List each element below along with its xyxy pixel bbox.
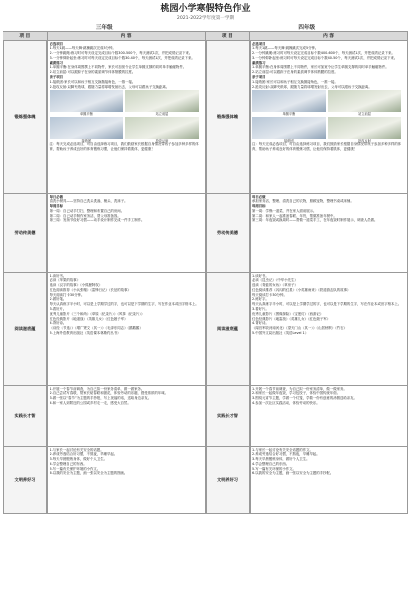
- exercise-photo: [50, 90, 124, 116]
- left-content-line: 4.和一家人到附近的公园或乡村走一走，感受大自然。: [49, 400, 131, 405]
- right-content-line: 选读《青蛙的女孩》《草房子》: [252, 283, 298, 288]
- right-content-line: 亲子项目: [252, 75, 266, 80]
- photo-caption: 抢攻反射: [155, 138, 169, 143]
- left-content-line: 4.学会整理自己的东西。: [49, 461, 87, 466]
- left-content-line: 第一周：自己动手打扫，整理和布置自己的房间。: [49, 208, 125, 213]
- left-content-line: 每日必做: [49, 194, 64, 199]
- right-content-line: 第三周：年夜饭或换周时——帮做一道菜手工，在年夜饭时制作展示，调查人员做。: [252, 218, 378, 223]
- right-content: [250, 273, 409, 385]
- left-note: 注：每天完成必选项目，可自由选择练习项目，我们鼓励家长根据自身情况带孩子参加多种多样的体育，帮助孩子养成良好的体育锻炼习惯，让他们保持着肌体，更健康！: [49, 142, 199, 152]
- left-content-line: 3.一分钟仰卧起坐:练习时可每天设定完成目标个数30-40个，每天测试1次，并把成绩记录下来。: [49, 55, 195, 60]
- left-content-line: 3.做一张以“春节”为主题的手抄报，写上祝福的话，送给身边亲友。: [49, 396, 152, 401]
- right-content-line: 每日必做: [252, 194, 266, 199]
- left-content-line: 红色阅读推荐《小兵张嘎》《雷锋日记》《长征的故事》: [49, 287, 131, 292]
- left-content: [47, 273, 206, 385]
- right-content-line: 每周目标: [252, 204, 266, 209]
- left-content-line: 4.背好诗。: [49, 321, 67, 326]
- left-category: 阅读滋底蕴: [3, 273, 47, 385]
- right-content-line: 2.抢攻反射:双脚夹纸球，跟随力量将球增发射出去，父母可以跟孩子交换距离。: [252, 84, 372, 89]
- left-content-line: 1.每天1跳——每天舞·跳操跳次完成5分钟。: [49, 46, 116, 51]
- left-content: [47, 447, 206, 513]
- right-content-line: 1.开展一个春节前调查，为自己拟一份家务清单，做一做家务。: [252, 386, 347, 391]
- right-content-line: 2.练好字。: [252, 297, 269, 302]
- right-content-line: 红色经典影片《地雷战》《英雄儿女》《红色娘子军》: [252, 316, 330, 321]
- left-content-line: 每天认真练字半小时，可以是上学期学过的字，也可以是下学期的生字，写在作业本或田字格本上。: [49, 302, 199, 307]
- photo-caption: 抢攻反射: [358, 138, 371, 143]
- right-content-line: 每天认真练字半小时，可以是上学期学过的字，也可以是下学期的生字，写在作业本或田字格本上。: [252, 302, 402, 307]
- right-content-line: 1.读好书。: [252, 273, 269, 278]
- photo-caption: 单腿平衡: [282, 111, 296, 116]
- right-content-line: 2.一分钟跳绳:练习时可每天设定完成目标个数400-600个，每天测试1次，并把成绩记录下来。: [252, 51, 395, 56]
- right-content-line: 2.站立前屈:可以跟踪子在身的素质调节体体筋膜的拉度。: [252, 70, 338, 75]
- left-content-line: 5.上海外语教育出版社《英语课本林斯约丛书》: [49, 331, 121, 336]
- left-content-line: 2.站立前屈:可以跟踪子在身的素质调节体体筋膜的拉度。: [49, 70, 136, 75]
- right-content-line: 4.学会整理自己的东西。: [252, 461, 290, 466]
- left-content-line: 1.与家长一起讨论有关安全的话题。: [49, 447, 104, 452]
- right-content-line: 1.接纸团:家长可以和孩子相互交换抛接角色，一推一接。: [252, 79, 338, 84]
- left-content-line: 6.以我的安全为主题，画一张以安全为主题的图画。: [49, 471, 128, 476]
- col-item-header: 项 目: [3, 32, 48, 40]
- left-content-line: 1.接纸团:家长可以和孩子相互交换抛接角色，一推一接。: [49, 79, 136, 84]
- left-content-line: 3.每天早晨锻炼身体，做好个人卫生。: [49, 457, 107, 462]
- right-category: 劳动传美德: [206, 194, 250, 272]
- right-content-line: 3.看好片。: [252, 307, 269, 312]
- left-content-line: 2.养成劳逸结合好习惯，不熬夜，早睡早起。: [49, 452, 118, 457]
- right-content: [250, 447, 409, 513]
- right-content-line: 1.单腿平衡:在身体周围摆上不同物件，家长可加宽令让学生单腿支撑的同时单手触碰物件。: [252, 65, 389, 70]
- col-item-header-right: 项 目: [206, 32, 251, 40]
- exercise-photo: [328, 90, 402, 116]
- column-header-row: [3, 31, 408, 40]
- left-content-line: 2.一分钟跳绳:练习时可每天设定完成目标个数300-500个，每天测试1次，并把成绩记录下来。: [49, 51, 193, 56]
- left-category: 劳动传美德: [3, 194, 47, 272]
- page-subtitle: 2021-2022学年度第一学期: [176, 16, 235, 21]
- left-grade-header: 三年级: [95, 24, 113, 31]
- right-content-line: 4.参加一次社区实践活动，体验劳动的快乐。: [252, 400, 320, 405]
- table-row: [3, 272, 408, 385]
- right-content-line: 2.养成劳逸结合好习惯，不熬夜，早睡早起。: [252, 452, 320, 457]
- exercise-photo: [328, 117, 402, 143]
- left-content-line: 优秀儿童影片《三个和尚》《草原（纪录片）》《风筝（纪录片）》: [49, 311, 145, 316]
- left-content-line: 必选项目: [49, 41, 64, 46]
- exercise-photo: [125, 90, 199, 116]
- right-content-line: 必读《昆虫记》《中华小先生》: [252, 278, 298, 283]
- left-content-line: 必读《苹果的故事》: [49, 278, 81, 283]
- left-content-line: 1.单腿平衡:在身体周围摆上不同物件，家长可加宽令让学生单腿支撑的同时单手触碰物件。: [49, 65, 187, 70]
- right-content-line: 3.一分钟仰卧起坐:练习时可每天设定完成目标个数40-50个，每天测试1次，并把成绩记录下来。: [252, 55, 398, 60]
- left-content: [47, 386, 206, 446]
- left-content-line: 每天阅读打卡30分钟。: [49, 292, 85, 297]
- right-content-line: 承担家务活，整理、清洗自己的衣物，照顾宠物，整理书桌或床铺。: [252, 199, 354, 204]
- left-photo-group: [50, 90, 204, 143]
- right-content-line: 每天阅读打卡30分钟。: [252, 292, 287, 297]
- col-content-header-right: 内 容: [250, 32, 408, 40]
- photo-caption: 接纸团: [81, 138, 92, 143]
- col-content-header: 内 容: [48, 32, 206, 40]
- photo-caption: 站立前屈: [155, 111, 169, 116]
- left-content-line: 选读《汉字的故事》《小狐狸阿权》: [49, 283, 103, 288]
- left-content-line: 5.写一篇有关保护环境的小作文。: [49, 466, 101, 471]
- left-content-line: 素质练习: [49, 60, 64, 65]
- left-category: 实践长才智: [3, 386, 47, 446]
- left-content-line: 2.抢攻反射:双脚夹纸球，跟随力量将球增发射出去，父母可以跟孩子交换距离。: [49, 84, 170, 89]
- right-content-line: 必选项目: [252, 41, 266, 46]
- right-category: 阅读滋底蕴: [206, 273, 250, 385]
- left-content-line: 1.读好书。: [49, 273, 67, 278]
- exercise-photo: [50, 117, 124, 143]
- left-content-line: 1.开展一个春节前调查，为自己拟一份家务清单，做一做家务。: [49, 386, 145, 391]
- right-content-line: 第二周：和家人一起准备春联、年货，帮做准备年餐中。: [252, 213, 337, 218]
- right-content-line: 《闻官军收河南河北》《望天门山（其一）》《山居秋暝》《竹石》: [252, 326, 347, 331]
- left-content-line: 2.自己尝试写春联，帮家长贴春联和窗花，体验劳动的乐趣，感受浓浓的年味。: [49, 391, 169, 396]
- left-content-line: 2.做好笔。: [49, 297, 67, 302]
- exercise-photo: [252, 90, 326, 116]
- right-content-line: 2.和家长一起做年夜饭，学习包饺子，体验中国传统年俗。: [252, 391, 340, 396]
- photo-caption: 接纸团: [284, 138, 294, 143]
- left-content-line: 3.看好片。: [49, 307, 67, 312]
- photo-caption: 站立前屈: [358, 111, 371, 116]
- right-category: 锻炼强体魄: [206, 41, 250, 193]
- left-content-line: 第二周：自己动手制作家务活，帮父母准备饭。: [49, 213, 121, 218]
- right-note: 注：每天完成必选项目，可自由选择练习项目，我们鼓励家长根据自身情况带孩子参加多种多样的体育，帮助孩子养成良好的体育锻炼习惯，让他们保持着肌体，更健康！: [252, 142, 402, 152]
- right-content: [250, 41, 409, 193]
- right-photo-group: [252, 90, 406, 143]
- right-grade-header: 四年级: [298, 24, 316, 31]
- right-content-line: 1.每天1跳——每天舞·跳操跳次完成5分钟。: [252, 46, 319, 51]
- right-content: [250, 386, 409, 446]
- right-content-line: 素质练习: [252, 60, 266, 65]
- left-content-line: 清洗小餐具——坚持自己洗头洗澡、梳头、洗袜子。: [49, 199, 128, 204]
- right-category: 实践长才智: [206, 386, 250, 446]
- right-content-line: 5.中国外文局出版社《英语Level 1》: [252, 331, 309, 336]
- right-content-line: 6.以我的安全为主题，画一张以安全为主题的手抄报。: [252, 471, 334, 476]
- exercise-photo: [125, 117, 199, 143]
- right-content-line: 3.每天早晨锻炼身体，做好个人卫生。: [252, 457, 310, 462]
- homework-table: [3, 22, 408, 514]
- right-content-line: 3.围绕元宵节主题，学做一个灯笼，学做一份有创意的汤圆送给亲友。: [252, 396, 357, 401]
- left-category: 文明养好习: [3, 447, 47, 513]
- left-content-line: 每周目标: [49, 204, 64, 209]
- photo-caption: 单腿平衡: [79, 111, 93, 116]
- right-content-line: 5.写一篇有关环保的小作文。: [252, 466, 296, 471]
- right-content-line: 4.背好诗。: [252, 321, 269, 326]
- left-content-line: 亲子项目: [49, 75, 64, 80]
- table-row: [3, 385, 408, 446]
- left-content-line: 红色经典影片《地道战》《英雄儿女》《红色娘子军》: [49, 316, 128, 321]
- right-content-line: 1.与家长一起讨论有关安全话题的作文。: [252, 447, 313, 452]
- table-row: [3, 446, 408, 514]
- table-row: [3, 40, 408, 193]
- right-content-line: 优秀儿童影片《图像探险》《宝莲灯》《西游记》: [252, 311, 324, 316]
- right-category: 文明养好习: [206, 447, 250, 513]
- left-content: [47, 194, 206, 272]
- left-category: 锻炼强体魄: [3, 41, 47, 193]
- exercise-photo: [252, 117, 326, 143]
- right-content: [250, 194, 409, 272]
- right-content-line: 第一周：学锅一道菜，并在家人面前展示。: [252, 208, 317, 213]
- left-content-line: 《诗经（节选）》《增广贤文（其一）》《毛泽东同志》《鹅鹅鹅》: [49, 326, 143, 331]
- left-content: [47, 41, 206, 193]
- page-title: 桃园小学寒假特色作业: [160, 4, 251, 14]
- right-content-line: 红色阅读推荐《闪闪的红星》《小英雄雨来》《铁道游击队的故事》: [252, 287, 351, 292]
- left-content-line: 第三周：发扬节俭好习惯——动手设计制作完成一件手工制作。: [49, 218, 145, 223]
- table-row: [3, 193, 408, 272]
